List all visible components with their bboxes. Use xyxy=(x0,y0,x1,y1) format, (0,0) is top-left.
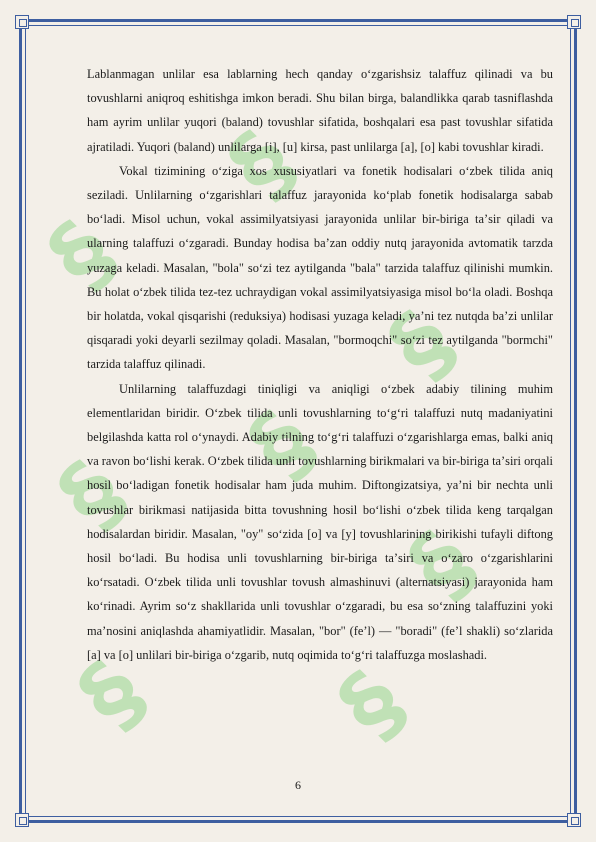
body-text xyxy=(87,62,553,667)
corner-ornament-top-left xyxy=(15,15,29,29)
paragraph: Unlilarning talaffuzdagi tiniqligi va aniqligi oʻzbek adabiy tilining muhim elementlaridan biridir. Oʻzbek tilida unli tovushlarning toʻgʻri talaffuzi nutq madaniyatini belgilashda katta rol oʻynaydi. Adabiy tilning toʻgʻri talaffuzi oʻzgarishlarga emas, balki aniq va ravon boʻlishi kerak. Oʻzbek tilida unli tovushlarning birikmalari va bir-biriga taʼsiri orqali hosil boʻladigan fonetik hodisalar ham juda muhim. Diftongizatsiya, yaʼni bir nechta unli tovushlar birikmasi natijasida bitta tovushning hosil boʻlishi oʻzbek tilida keng tarqalgan hodisalardan biridir. Masalan, "oy" soʻzida [o] va [y] tovushlarining birikishi tufayli diftong hosil boʻladi. Bu hodisa unli tovushlarning bir-biriga taʼsiri va oʻzaro oʻzgarishlarini koʻrsatadi. Oʻzbek tilida unli tovushlar tovush almashinuvi (alternatsiyasi) jarayonida ham koʻrinadi. Ayrim soʻz shakllarida unli tovushlar oʻzgaradi, bu esa soʻzning talaffuzini yoki maʼnosini aniqlashda ahamiyatlidir. Masalan, "bor" (feʼl) — "boradi" (feʼl shakli) soʻzlarida [a] va [o] unlilari bir-biriga oʻzgarib, nutq oqimida toʻgʻri talaffuzga moslashadi. xyxy=(87,381,553,662)
watermark-mark: § xyxy=(29,201,136,308)
paragraph: Lablanmagan unlilar esa lablarning hech qanday oʻzgarishsiz talaffuz qilinadi va bu tovushlarni aniqroq eshitishga imkon beradi. Shu bilan birga, balandlikka qarab tasniflashda ham ayrim unlilar yuqori (baland) tovushlar sifatida, boshqalari esa past tovushlar sifatida ajratiladi. Yuqori (baland) unlilarga [i], [u] kirsa, past unlilarga [a], [o] kabi tovushlar kiradi. xyxy=(87,67,553,154)
page-number: 6 xyxy=(295,778,301,792)
watermark-mark: § xyxy=(39,441,146,548)
watermark-mark: § xyxy=(59,641,166,748)
watermark-mark: § xyxy=(229,391,336,498)
paragraph: Vokal tizimining oʻziga xos xususiyatlari va fonetik hodisalari oʻzbek tilida aniq seziladi. Unlilarning oʻzgarishlari talaffuz jarayonida koʻplab fonetik hodisalarga sabab boʻladi. Misol uchun, vokal assimilyatsiyasi jarayonida unlilar bir-biriga taʼsir qiladi va ularning talaffuzi oʻzgaradi. Bunday hodisa baʼzan oddiy nutq jarayonida avtomatik tarzda yuzaga keladi. Masalan, "bola" soʻzi tez aytilganda "bala" tarzida talaffuz qilinishi mumkin. Bu holat oʻzbek tilida tez-tez uchraydigan vokal assimilyatsiyasiga misol boʻla oladi. Boshqa bir holatda, vokal qisqarishi (reduksiya) hodisasi yuzaga keladi, yaʼni tez nutqda baʼzi unlilar qisqaradi yoki deyarli sezilmay qoladi. Masalan, "bormoqchi" soʻzi tez aytilganda "bormchi" tarzida talaffuz qilinadi. xyxy=(87,163,553,372)
watermark-mark: § xyxy=(209,111,316,218)
watermark-mark: § xyxy=(389,511,496,618)
corner-ornament-top-right xyxy=(567,15,581,29)
watermark-mark: § xyxy=(369,291,476,398)
corner-ornament-bottom-right xyxy=(567,813,581,827)
corner-ornament-bottom-left xyxy=(15,813,29,827)
watermark-mark: § xyxy=(319,651,426,758)
